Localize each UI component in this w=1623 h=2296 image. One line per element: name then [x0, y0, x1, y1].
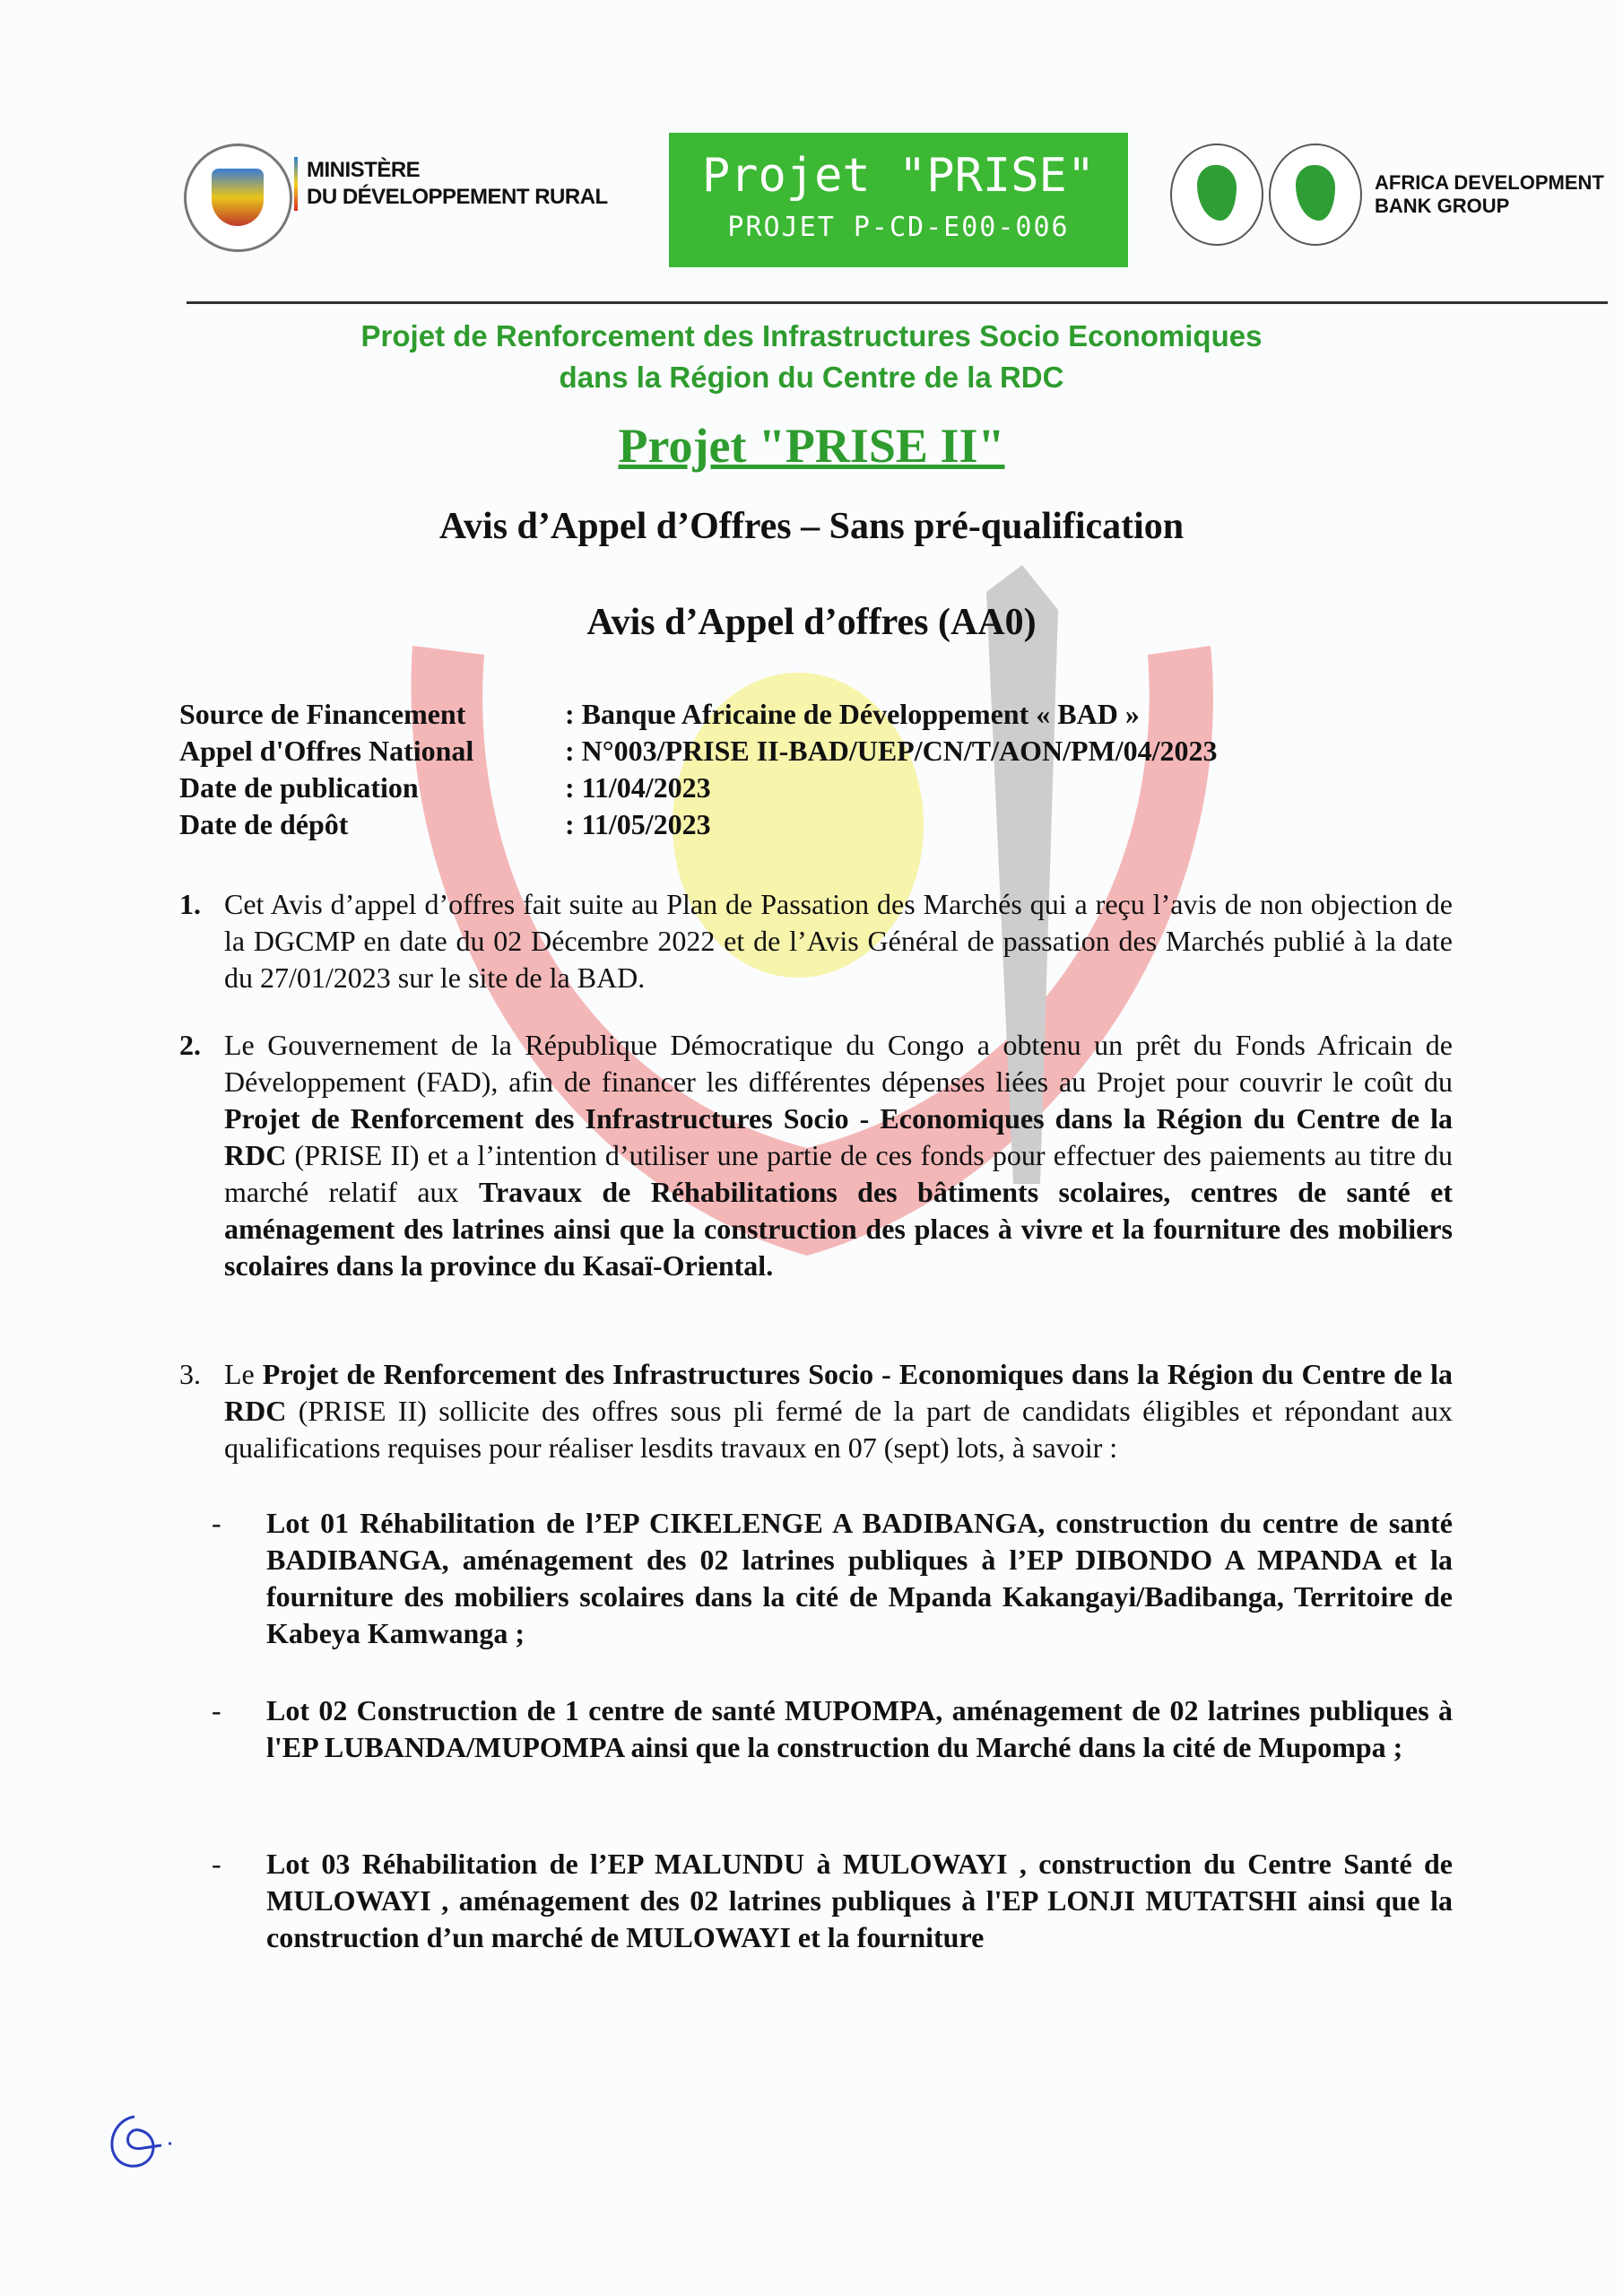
ministry-line-2: DU DÉVELOPPEMENT RURAL	[307, 185, 608, 209]
meta-row	[179, 696, 1217, 733]
prise-project-logo	[669, 133, 1128, 267]
drc-government-seal	[184, 144, 292, 252]
text-run: Le	[224, 1358, 263, 1390]
notice-heading: Avis d’Appel d’Offres – Sans pré-qualification	[438, 506, 1185, 547]
works-description-bold: Travaux de Réhabilitations des bâtiments scolaires, centres de santé et aménagement des latrines ainsi que la construction des places à vivre et la fourniture des mobiliers scolaires dans la province du Kasaï-Oriental.	[224, 1176, 1454, 1282]
list-dash: -	[212, 1848, 221, 1880]
paragraph-3	[179, 1356, 1453, 1466]
project-title	[0, 418, 1623, 474]
paragraph-number: 2.	[179, 1029, 201, 1061]
paragraph-text	[224, 1356, 1453, 1466]
list-dash: -	[212, 1507, 221, 1539]
lot-text: Lot 02 Construction de 1 centre de santé MUPOMPA, aménagement de 02 latrines publiques à l'EP LUBANDA/MUPOMPA ainsi que la construction du Marché dans la cité de Mupompa ;	[266, 1694, 1453, 1763]
meta-label: Appel d'Offres National	[179, 735, 474, 767]
lot-text: Lot 01 Réhabilitation de l’EP CIKELENGE A BADIBANGA, construction du centre de santé BADIBANGA, aménagement des 02 latrines publiques à l’EP DIBONDO A MPANDA et la fourniture des mobiliers scolaires dans la cité de Mpanda Kakangayi/Badibanga, Territoire de Kabeya Kamwanga ;	[266, 1507, 1453, 1649]
lot-item	[212, 1505, 1453, 1652]
text-run: Le Gouvernement de la République Démocratique du Congo a obtenu un prêt du Fonds Africain de Développement (FAD), afin de financer les différentes dépenses liées au Projet pour couvrir le coût du	[224, 1029, 1453, 1098]
meta-row	[179, 806, 1217, 843]
meta-row	[179, 770, 1217, 806]
meta-row	[179, 733, 1217, 770]
paragraph-1	[179, 886, 1453, 996]
lot-text: Lot 03 Réhabilitation de l’EP MALUNDU à MULOWAYI , construction du Centre Santé de MULOWAYI , aménagement des 02 latrines publiques à l'EP LONJI MUTATSHI ainsi que la construction d’un marché de MULOWAYI et la fourniture	[266, 1848, 1453, 1953]
afdb-logo	[1170, 144, 1604, 246]
paragraph-text: Cet Avis d’appel d’offres fait suite au Plan de Passation des Marchés qui a reçu l’avis de non objection de la DGCMP en date du 02 Décembre 2022 et de l’Avis Général de passation des Marchés publié à la date du 27/01/2023 sur le site de la BAD.	[224, 888, 1453, 994]
afdb-line-2: BANK GROUP	[1375, 195, 1510, 217]
meta-label: Date de dépôt	[179, 808, 349, 840]
ministry-logo-text	[294, 157, 608, 211]
prise-logo-code: PROJET P-CD-E00-006	[727, 212, 1070, 243]
lot-item	[212, 1692, 1453, 1766]
text-run: (PRISE II) sollicite des offres sous pli fermé de la part de candidats éligibles et répondant aux qualifications requises pour réaliser lesdits travaux en 07 (sept) lots, à savoir :	[224, 1395, 1453, 1464]
project-subtitle	[0, 316, 1623, 398]
subtitle-line-2: dans la Région du Centre de la RDC	[559, 361, 1064, 394]
meta-label: Date de publication	[179, 771, 419, 804]
prise-logo-title: Projet "PRISE"	[701, 149, 1096, 203]
lot-item	[212, 1846, 1453, 1956]
handwritten-initials	[99, 2108, 179, 2179]
text-run: (PRISE II) et a l’intention d’utiliser une partie de ces fonds pour effectuer des paiements au titre du marché relatif aux	[224, 1139, 1453, 1208]
notice-subheading: Avis d’Appel d’offres (AA0)	[586, 602, 1037, 643]
subtitle-line-1: Projet de Renforcement des Infrastructures Socio Economiques	[360, 319, 1263, 352]
header-divider	[187, 301, 1608, 304]
paragraph-text	[224, 1027, 1453, 1284]
list-dash: -	[212, 1694, 221, 1726]
meta-value: : Banque Africaine de Développement « BAD »	[565, 698, 1140, 730]
meta-value: : 11/05/2023	[565, 808, 711, 840]
ministry-line-1: MINISTÈRE	[307, 158, 421, 182]
tender-info	[179, 696, 1217, 843]
project-name-bold: Projet de Renforcement des Infrastructures Socio - Economiques dans la Région du Centre de la RDC	[224, 1102, 1453, 1171]
africa-globe-icon	[1269, 144, 1362, 246]
project-name-bold: Projet de Renforcement des Infrastructures Socio - Economiques dans la Région du Centre de la RDC	[224, 1358, 1454, 1427]
paragraph-2	[179, 1027, 1453, 1284]
paragraph-number: 3.	[179, 1358, 201, 1390]
afdb-line-1: AFRICA DEVELOPMENT	[1375, 171, 1604, 194]
meta-value: : 11/04/2023	[565, 771, 711, 804]
paragraph-number: 1.	[179, 888, 201, 920]
project-title-text: Projet "PRISE II"	[618, 419, 1005, 473]
africa-globe-icon	[1170, 144, 1263, 246]
meta-label: Source de Financement	[179, 698, 466, 730]
meta-value: : N°003/PRISE II-BAD/UEP/CN/T/AON/PM/04/2023	[565, 735, 1218, 767]
